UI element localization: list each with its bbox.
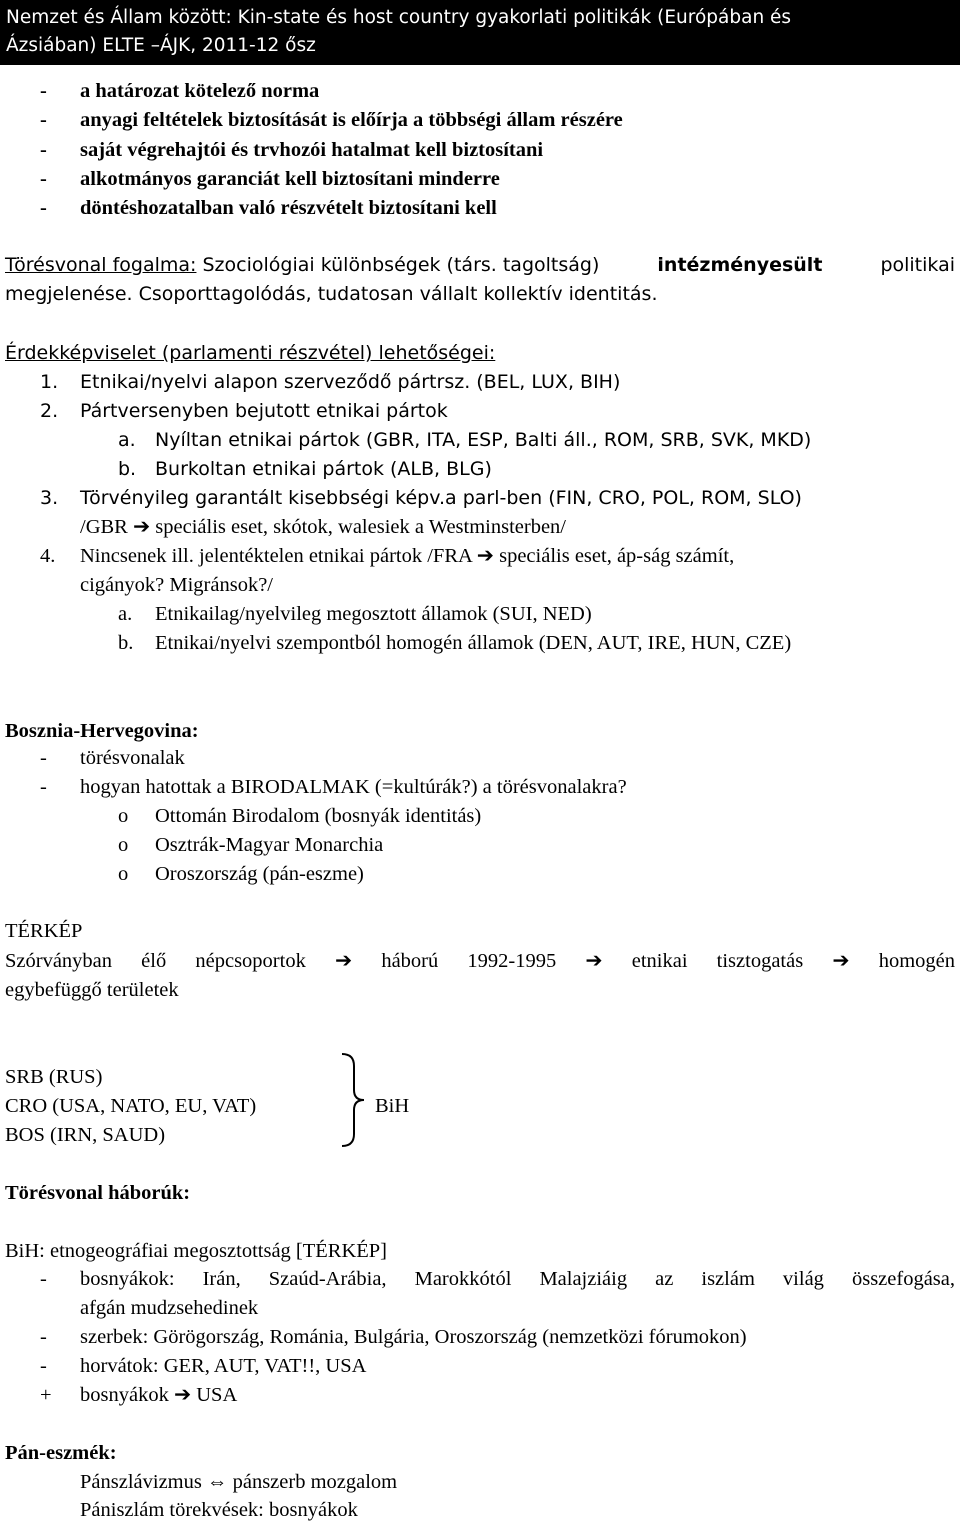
section-title-erdek: Érdekképviselet (parlamenti részvétel) lehetőségei: (5, 342, 496, 364)
document-header (0, 0, 960, 65)
list-item-cont: afgán mudzsehedinek (80, 1297, 259, 1319)
bih-line: BiH: etnogeográfiai megosztottság [TÉRKÉP] (5, 1240, 388, 1262)
section-title-terkep: TÉRKÉP (5, 920, 83, 942)
header-line-1: Nemzet és Állam között: Kin-state és host country gyakorlati politikák (Európában és (6, 7, 792, 28)
header-line-2: Ázsiában) ELTE –ÁJK, 2011-12 ősz (6, 35, 316, 56)
group-cro: CRO (USA, NATO, EU, VAT) (5, 1095, 257, 1117)
terkep-line-2: egybefüggő területek (5, 979, 179, 1001)
group-srb: SRB (RUS) (5, 1066, 103, 1088)
terkep-line-1: Szórványban élő népcsoportok ➔ háború 1992-1995 ➔ etnikai tisztogatás ➔ homogén (5, 950, 955, 972)
list-item-cont: cigányok? Migránsok?/ (80, 574, 273, 596)
toresvonal-label: Törésvonal fogalma: (5, 254, 197, 276)
group-result: BiH (375, 1095, 410, 1117)
section-title-pan: Pán-eszmék: (5, 1442, 117, 1464)
toresvonal-definition-cont: megjelenése. Csoporttagolódás, tudatosan vállalt kollektív identitás. (5, 283, 658, 305)
list-item-cont: /GBR ➔ speciális eset, skótok, walesiek a Westminsterben/ (80, 516, 566, 538)
pan-item: Pánszlávizmus ⇔ pánszerb mozgalom (80, 1471, 398, 1493)
group-bos: BOS (IRN, SAUD) (5, 1124, 166, 1146)
bold-term: intézményesült (657, 254, 823, 276)
section-title-wars: Törésvonal háborúk: (5, 1182, 191, 1204)
section-title-bosnia: Bosznia-Hervegovina: (5, 720, 199, 742)
right-brace-icon (338, 1052, 368, 1148)
toresvonal-definition: Törésvonal fogalma: Szociológiai különbségek (társ. tagoltság) intézményesült politikai (5, 254, 955, 276)
pan-item: Pániszlám törekvések: bosnyákok (80, 1499, 358, 1521)
